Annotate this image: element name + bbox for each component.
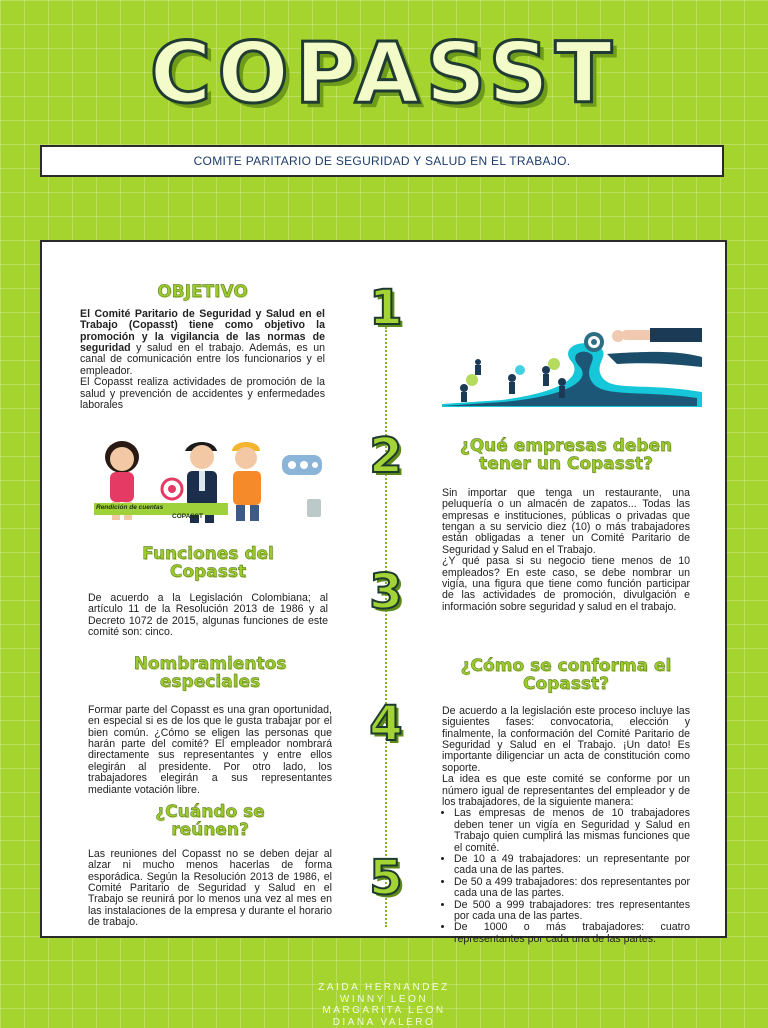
team-people-icon [92,437,337,525]
author-name: WINNY LEON [0,994,768,1006]
timeline-dotted-line [385,327,387,927]
author-name: ZAIDA HERNANDEZ [0,982,768,994]
empresas-heading: ¿Qué empresas deben tener un Copasst? [442,438,690,474]
section-empresas [442,438,690,613]
step-number-4: 4 [358,700,414,748]
conforma-bullet-item: • De 10 a 49 trabajadores: un representante por cada una de las partes. [454,854,690,877]
team-illustration [92,437,337,525]
objetivo-text [80,309,325,377]
conforma-bullet-list [442,808,690,945]
objetivo-heading: OBJETIVO [80,284,325,302]
conforma-text-2: La idea es que este comité se conforme por un número igual de representantes del empleador y de los trabajadores, de la siguiente manera: [442,774,690,808]
section-funciones [88,546,328,638]
step-number-2: 2 [358,432,414,480]
team-label-left: Rendición de cuentas [96,504,163,511]
author-name: DIANA VALERO [0,1017,768,1028]
conforma-bullet-item: • De 1000 o más trabajadores: cuatro representantes por cada una de las partes. [454,922,690,945]
section-cuando [88,804,332,929]
conforma-bullet-item: • Las empresas de menos de 10 trabajadores deben tener un vigía en Seguridad y Salud en Trabajo quien cumplirá las mismas funciones que el comité. [454,808,690,854]
objetivo-text-2: El Copasst realiza actividades de promoción de la salud y prevención de accidentes y enfermedades laborales [80,377,325,411]
step-number-3: 3 [358,568,414,616]
team-label-right: COPASST [172,513,203,520]
section-conforma [442,658,690,945]
subtitle-text: COMITE PARITARIO DE SEGURIDAD Y SALUD EN EL TRABAJO. [194,154,571,168]
authors-credits [0,982,768,1028]
content-panel [40,240,727,938]
road-target-icon [442,322,702,407]
cuando-text: Las reuniones del Copasst no se deben dejar al alzar ni mucho menos hacerlas de forma esporádica. Según la Resolución 2013 de 1986, el Comité Paritario de Seguridad y Salud en el Trabajo se reunirá por lo menos una vez al mes en las instalaciones de la empresa y durante el horario de trabajo. [88,849,332,929]
conforma-bullet-item: • De 50 a 499 trabajadores: dos representantes por cada una de las partes. [454,877,690,900]
conforma-heading: ¿Cómo se conforma el Copasst? [442,658,690,694]
page-title: COPASST [0,28,768,118]
nombramientos-heading: Nombramientos especiales [88,656,332,692]
step-number-5: 5 [358,854,414,902]
empresas-text-2: ¿Y qué pasa si su negocio tiene menos de 10 empleados? En este caso, se debe nombrar un vigía, una figura que tiene como función participar de las actividades de promoción, divulgación e información sobre seguridad y salud en el trabajo. [442,556,690,613]
nombramientos-text: Formar parte del Copasst es una gran oportunidad, en especial si es de los que le gusta trabajar por el bien común. ¿Cómo se eligen las personas que harán parte del comité? El empleador nombrará directamente sus representantes y entre ellos elegirán al presidente. Por otro lado, los trabajadores elegirán a sus representantes mediante votación libre. [88,705,332,796]
funciones-heading: Funciones del Copasst [88,546,328,582]
conforma-text-1: De acuerdo a la legislación este proceso incluye las siguientes fases: convocatoria, elección y finalmente, la conformación del Comité Paritario de Seguridad y Salud en el Trabajo. ¡Un dato! Es importante diligenciar un acta de constitución como soporte. [442,706,690,774]
objetivo-text-rest: y salud en el trabajo. Además, es un canal de comunicación entre los funcionarios y el empleador. [80,342,325,377]
section-nombramientos [88,656,332,796]
empresas-text-1: Sin importar que tenga un restaurante, una peluquería o un almacén de zapatos... Todas las empresas e instituciones, públicas o privadas que tengan a su servicio diez (10) o más trabajadores están obligadas a tener un Comité Paritario de Seguridad y Salud en el Trabajo. [442,488,690,556]
conforma-bullet-item: • De 500 a 999 trabajadores: tres representantes por cada una de las partes. [454,900,690,923]
funciones-text: De acuerdo a la Legislación Colombiana; al artículo 11 de la Resolución 2013 de 1986 y al Decreto 1072 de 2015, algunas funciones de este comité son: cinco. [88,593,328,639]
step-number-1: 1 [358,284,414,332]
subtitle-box [40,145,724,177]
author-name: MARGARITA LEON [0,1005,768,1017]
objetivo-text-bold: El Comité Paritario de Seguridad y Salud en el Trabajo (Copasst) tiene como objetivo la promoción y la vigilancia de las normas de seguridad [80,308,325,354]
section-objetivo [80,284,325,412]
strategy-path-illustration [442,322,702,407]
cuando-heading: ¿Cuándo se reúnen? [88,804,332,840]
